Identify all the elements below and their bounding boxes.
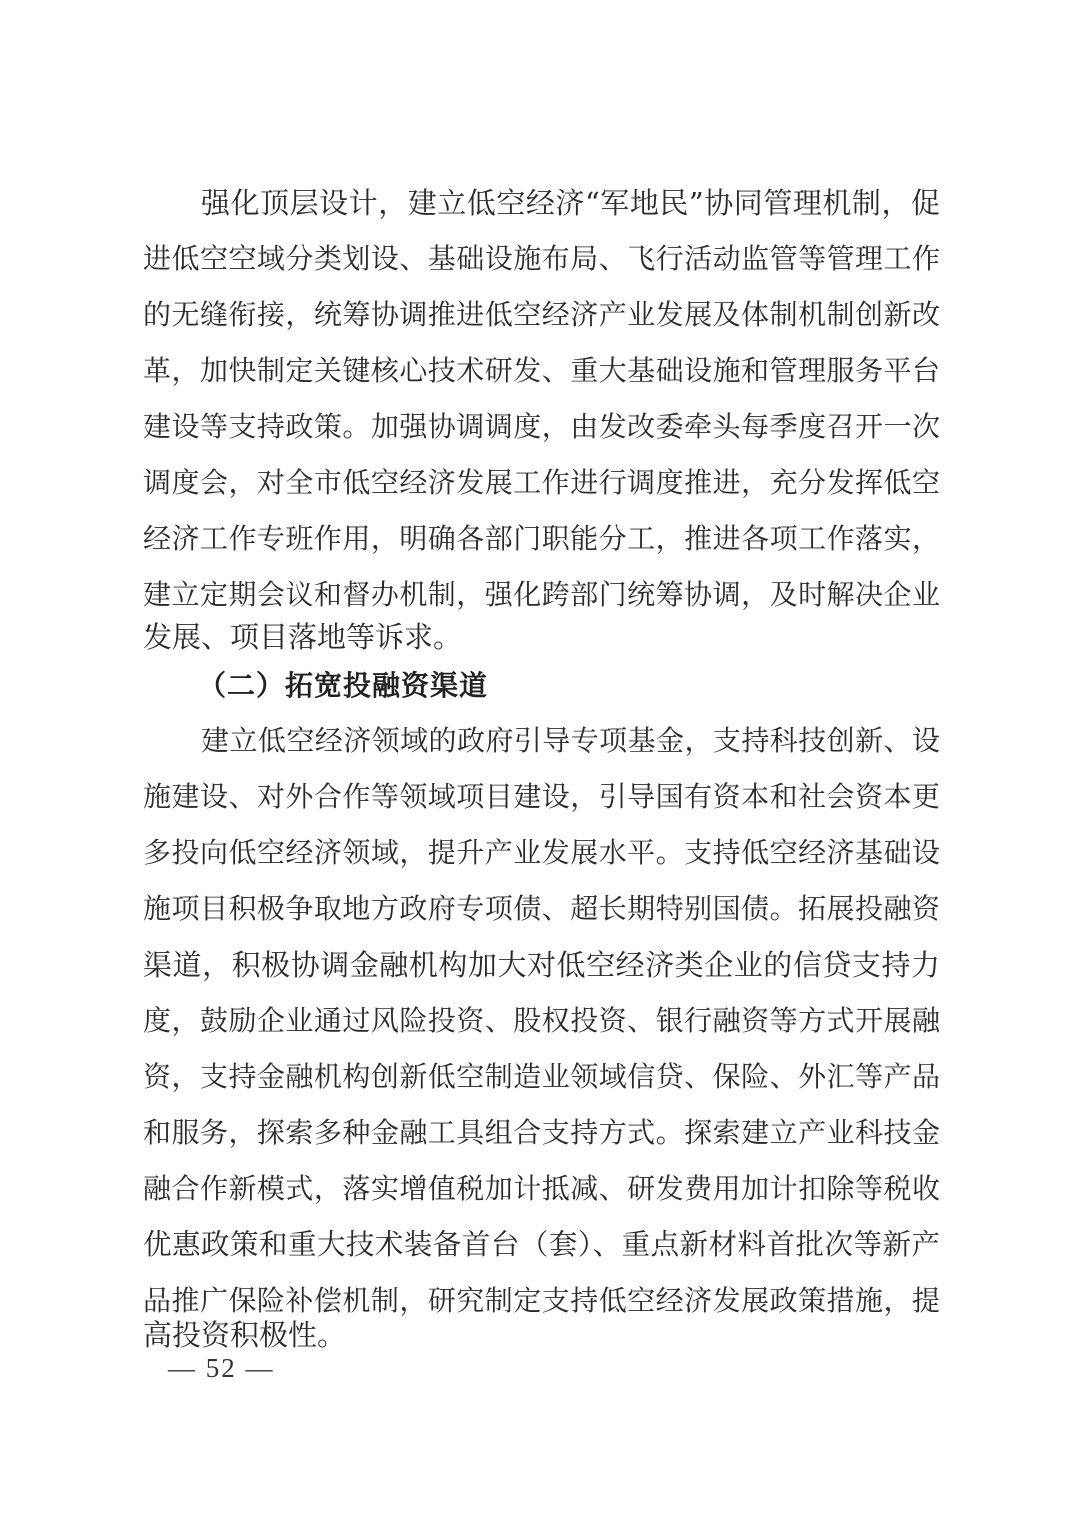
paragraph-line: 建设等支持政策。加强协调调度，由发改委牵头每季度召开一次 [143, 410, 940, 443]
paragraph-line: 融合作新模式，落实增值税加计抵减、研发费用加计扣除等税收 [143, 1172, 940, 1205]
paragraph-line: 渠道，积极协调金融机构加大对低空经济类企业的信贷支持力 [143, 948, 940, 982]
paragraph-line: 建立定期会议和督办机制，强化跨部门统筹协调，及时解决企业 [143, 578, 940, 611]
paragraph-line: 经济工作专班作用，明确各部门职能分工，推进各项工作落实， [143, 522, 940, 555]
paragraph-line: 多投向低空经济领域，提升产业发展水平。支持低空经济基础设 [143, 836, 940, 869]
paragraph-line: 度，鼓励企业通过风险投资、股权投资、银行融资等方式开展融 [143, 1004, 940, 1037]
paragraph-line: 品推广保险补偿机制，研究制定支持低空经济发展政策措施，提 [143, 1284, 940, 1317]
paragraph-line: 发展、项目落地等诉求。 [143, 620, 463, 654]
paragraph-line: 进低空空域分类划设、基础设施布局、飞行活动监管等管理工作 [143, 242, 940, 275]
paragraph-line: 优惠政策和重大技术装备首台（套）、重点新材料首批次等新产 [143, 1228, 940, 1261]
section-heading: （二）拓宽投融资渠道 [198, 669, 489, 702]
paragraph-line: 建立低空经济领域的政府引导专项基金，支持科技创新、设 [201, 724, 940, 757]
paragraph-line: 强化顶层设计，建立低空经济“军地民”协同管理机制，促 [201, 186, 940, 220]
page-number: — 52 — [168, 1353, 275, 1383]
paragraph-line: 的无缝衔接，统筹协调推进低空经济产业发展及体制机制创新改 [143, 298, 940, 331]
paragraph-line: 革，加快制定关键核心技术研发、重大基础设施和管理服务平台 [143, 354, 940, 387]
paragraph-line: 资，支持金融机构创新低空制造业领域信贷、保险、外汇等产品 [143, 1060, 940, 1093]
paragraph-line: 高投资积极性。 [143, 1318, 347, 1352]
paragraph-line: 和服务，探索多种金融工具组合支持方式。探索建立产业科技金 [143, 1116, 940, 1149]
paragraph-line: 施建设、对外合作等领域项目建设，引导国有资本和社会资本更 [143, 780, 940, 813]
paragraph-line: 施项目积极争取地方政府专项债、超长期特别国债。拓展投融资 [143, 892, 940, 925]
paragraph-line: 调度会，对全市低空经济发展工作进行调度推进，充分发挥低空 [143, 466, 940, 499]
